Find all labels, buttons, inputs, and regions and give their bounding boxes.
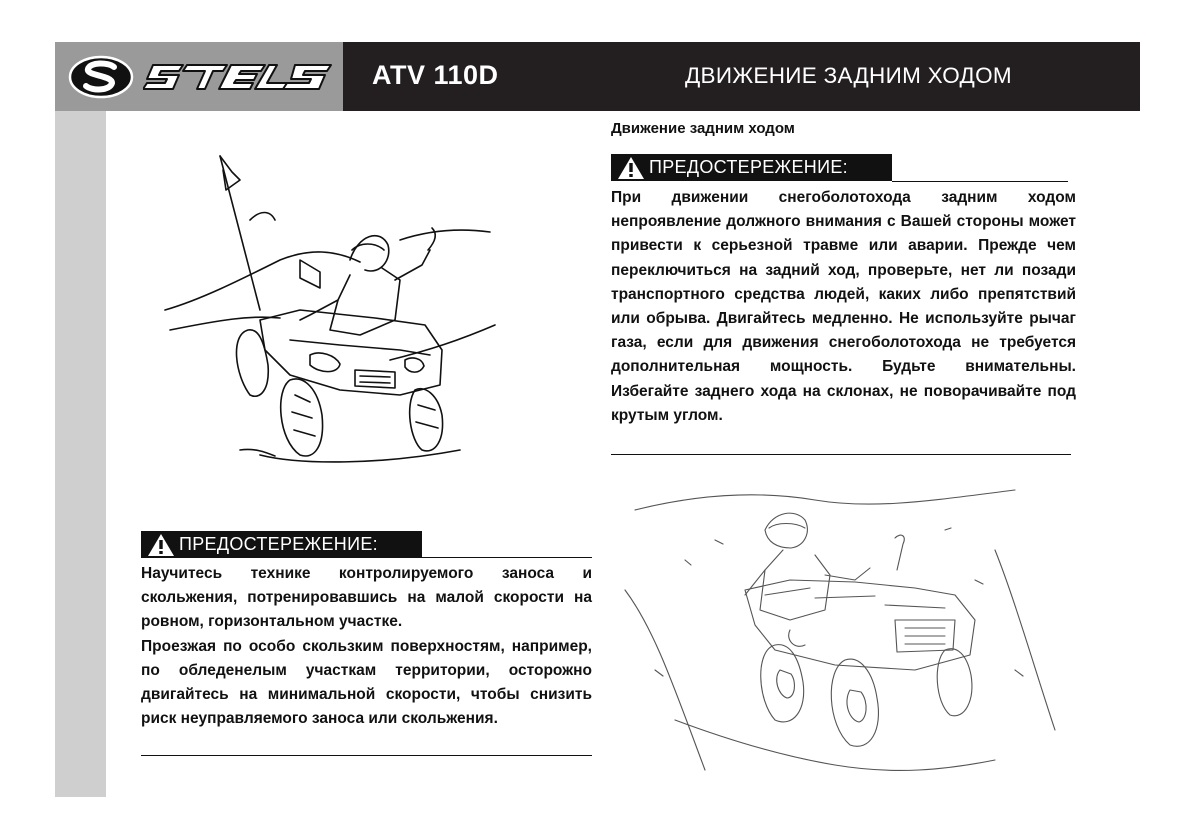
warning-triangle-icon (617, 156, 645, 180)
stels-logo (143, 61, 335, 93)
warning-triangle-icon (147, 533, 175, 557)
warning-text-left (141, 562, 592, 731)
warning-banner-left (141, 531, 422, 558)
atv-slope-illustration (615, 470, 1075, 790)
stels-s-logo-icon (68, 55, 134, 99)
warning-paragraph: Проезжая по особо скользким поверхностям, например, по обледенелым участкам территории, осторожно двигайтесь на минимальной скорости, чтобы снизить риск неуправляемого заноса или скольжения. (141, 637, 592, 728)
model-name: ATV 110D (372, 60, 499, 90)
warning-paragraph: Научитесь технике контролируемого заноса и скольжения, потренировавшись на малой скорости на ровном, горизонтальном участке. (141, 565, 592, 631)
warning-label: ПРЕДОСТЕРЕЖЕНИЕ: (179, 534, 378, 554)
atv-reversing-illustration (160, 150, 505, 470)
section-subheading: Движение задним ходом (611, 120, 795, 137)
warning-underline (892, 181, 1068, 182)
page-title: ДВИЖЕНИЕ ЗАДНИМ ХОДОМ (685, 63, 1012, 88)
warning-banner-right (611, 154, 892, 181)
warning-label: ПРЕДОСТЕРЕЖЕНИЕ: (649, 157, 848, 177)
warning-paragraph: При движении снегоболотохода задним ходом непроявление должного внимания с Вашей стороны может привести к серьезной травме или аварии. Прежде чем переключиться на задний ход, проверьте, нет ли позади транспортного средства людей, каких либо препятствий или обрыва. Двигайтесь медленно. Не используйте рычаг газа, если для движения снегоболотохода не требуется дополнительная мощность. Будьте внимательны. Избегайте заднего хода на склонах, не поворачивайте под крутым углом. (611, 189, 1076, 424)
side-strip (55, 111, 106, 797)
warning-underline (422, 557, 592, 558)
warning-bottom-rule (611, 454, 1071, 455)
warning-text-right (611, 186, 1076, 428)
warning-bottom-rule (141, 755, 592, 756)
